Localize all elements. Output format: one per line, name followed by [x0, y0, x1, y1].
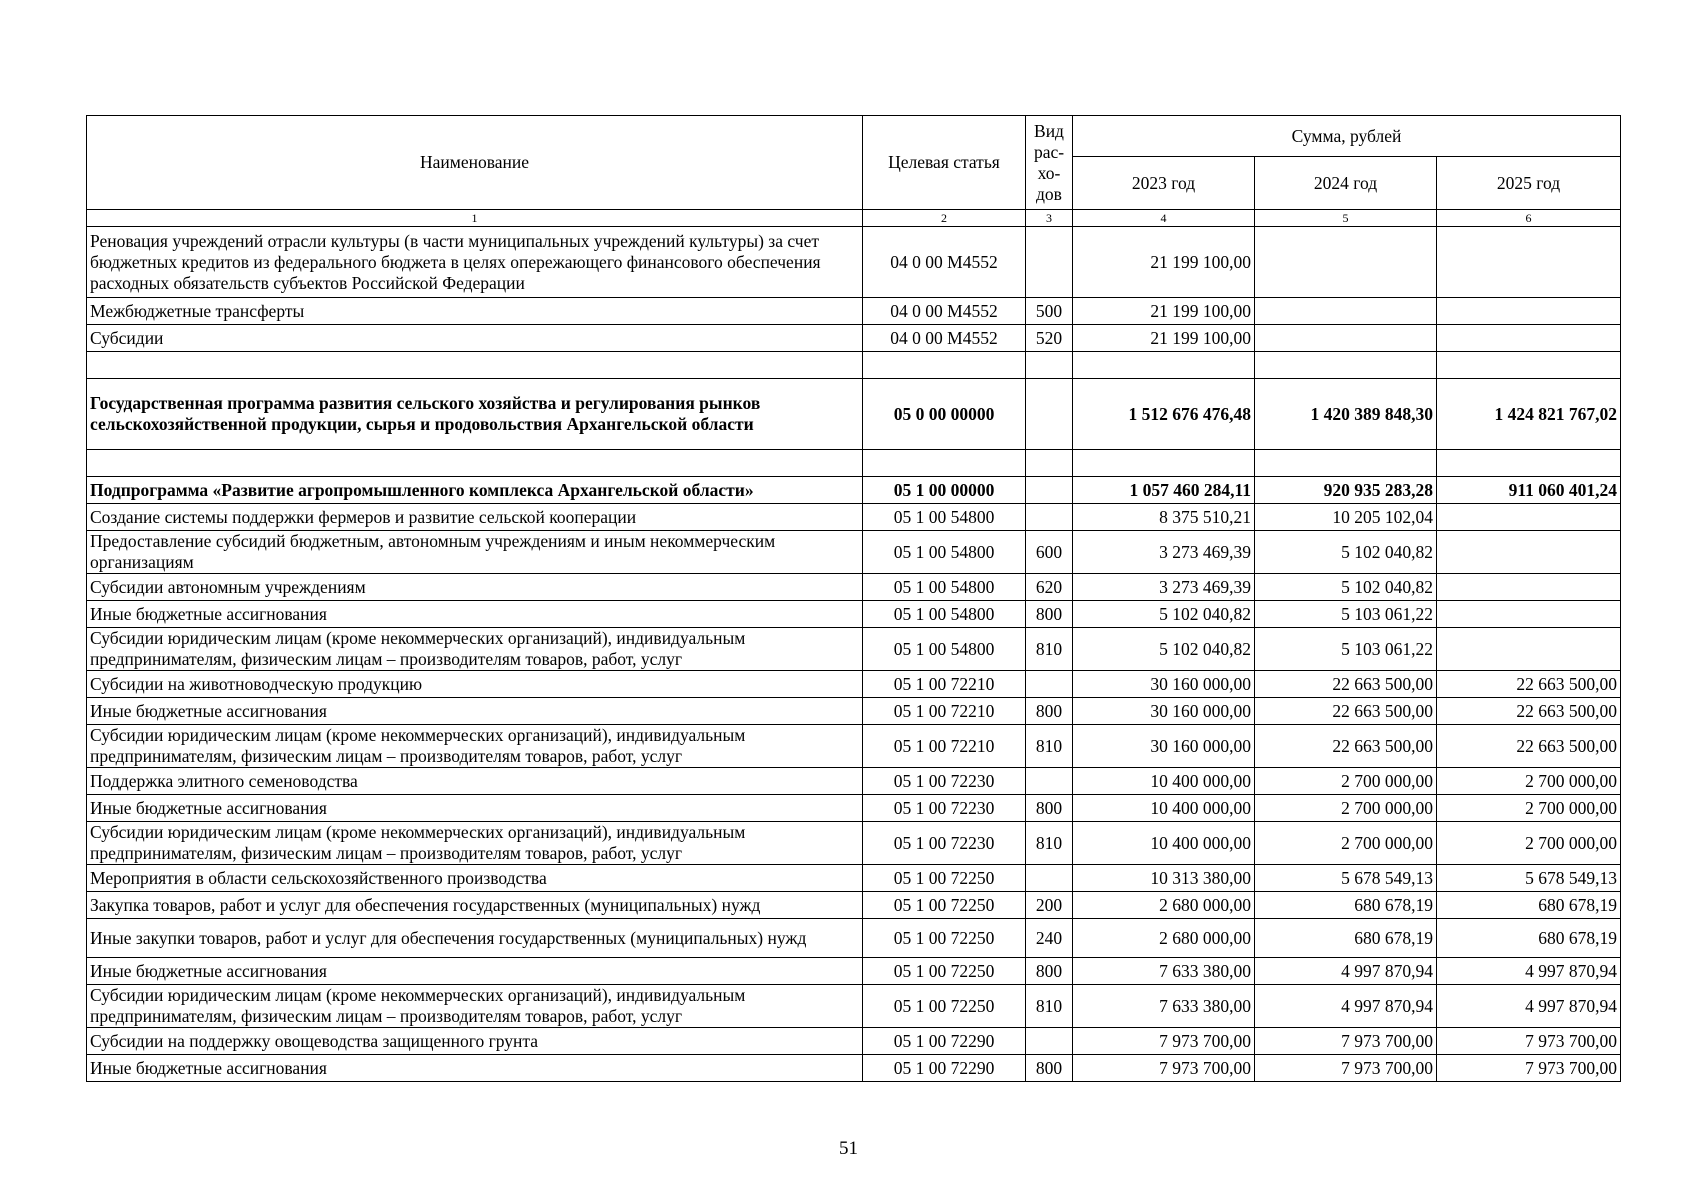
cell-code: 05 1 00 54800: [863, 601, 1026, 628]
cell-y2025: 7 973 700,00: [1437, 1028, 1621, 1055]
cell-vid: [1026, 1028, 1073, 1055]
cell-vid: 810: [1026, 985, 1073, 1028]
cell-name: [87, 450, 863, 477]
cell-y2024: 5 102 040,82: [1255, 574, 1437, 601]
cell-y2025: 2 700 000,00: [1437, 822, 1621, 865]
table-row: [87, 450, 1621, 477]
cell-code: 05 1 00 72250: [863, 892, 1026, 919]
table-row: [87, 795, 1621, 822]
cell-y2024: 5 102 040,82: [1255, 531, 1437, 574]
col-number: 4: [1073, 210, 1255, 227]
cell-name: Межбюджетные трансферты: [87, 298, 863, 325]
cell-y2023: 10 400 000,00: [1073, 795, 1255, 822]
cell-code: 04 0 00 М4552: [863, 325, 1026, 352]
cell-vid: [1026, 352, 1073, 379]
cell-name: Субсидии юридическим лицам (кроме некоммерческих организаций), индивидуальным предпринимателям, физическим лицам – производителям товаров, работ, услуг: [87, 985, 863, 1028]
cell-y2023: 10 400 000,00: [1073, 822, 1255, 865]
cell-y2024: 4 997 870,94: [1255, 958, 1437, 985]
cell-y2025: 911 060 401,24: [1437, 477, 1621, 504]
cell-code: 05 1 00 72230: [863, 768, 1026, 795]
table-row: [87, 865, 1621, 892]
col-number: 5: [1255, 210, 1437, 227]
cell-name: Субсидии юридическим лицам (кроме некоммерческих организаций), индивидуальным предпринимателям, физическим лицам – производителям товаров, работ, услуг: [87, 822, 863, 865]
header-sum: Сумма, рублей: [1073, 116, 1621, 157]
header-row: [87, 116, 1621, 157]
header-year-2024: 2024 год: [1255, 157, 1437, 210]
cell-name: Реновация учреждений отрасли культуры (в части муниципальных учреждений культуры) за счет бюджетных кредитов из федерального бюджета в целях опережающего финансового обеспечения расходных обязательств субъектов Российской Федерации: [87, 227, 863, 298]
cell-y2025: [1437, 628, 1621, 671]
cell-y2024: 10 205 102,04: [1255, 504, 1437, 531]
cell-y2025: 1 424 821 767,02: [1437, 379, 1621, 450]
cell-name: Подпрограмма «Развитие агропромышленного комплекса Архангельской области»: [87, 477, 863, 504]
cell-y2024: [1255, 325, 1437, 352]
cell-y2025: [1437, 352, 1621, 379]
cell-y2023: 5 102 040,82: [1073, 601, 1255, 628]
cell-name: Субсидии юридическим лицам (кроме некоммерческих организаций), индивидуальным предпринимателям, физическим лицам – производителям товаров, работ, услуг: [87, 628, 863, 671]
col-number: 1: [87, 210, 863, 227]
table-row: [87, 531, 1621, 574]
cell-y2025: [1437, 574, 1621, 601]
cell-code: 05 1 00 72250: [863, 865, 1026, 892]
cell-name: Мероприятия в области сельскохозяйственного производства: [87, 865, 863, 892]
cell-y2023: 7 633 380,00: [1073, 958, 1255, 985]
cell-code: 05 1 00 72210: [863, 671, 1026, 698]
cell-y2025: 680 678,19: [1437, 919, 1621, 958]
table-row: [87, 919, 1621, 958]
cell-vid: 240: [1026, 919, 1073, 958]
cell-y2023: 30 160 000,00: [1073, 671, 1255, 698]
cell-name: Создание системы поддержки фермеров и развитие сельской кооперации: [87, 504, 863, 531]
cell-code: 04 0 00 М4552: [863, 227, 1026, 298]
table-row: [87, 574, 1621, 601]
cell-y2024: 4 997 870,94: [1255, 985, 1437, 1028]
cell-y2025: 4 997 870,94: [1437, 985, 1621, 1028]
cell-y2023: 21 199 100,00: [1073, 227, 1255, 298]
table-row: [87, 725, 1621, 768]
cell-name: Закупка товаров, работ и услуг для обеспечения государственных (муниципальных) нужд: [87, 892, 863, 919]
cell-name: Государственная программа развития сельского хозяйства и регулирования рынков сельскохозяйственной продукции, сырья и продовольствия Архангельской области: [87, 379, 863, 450]
cell-y2024: 5 103 061,22: [1255, 628, 1437, 671]
table-row: [87, 768, 1621, 795]
cell-y2023: 7 633 380,00: [1073, 985, 1255, 1028]
cell-code: 05 1 00 72210: [863, 698, 1026, 725]
table-row: [87, 1055, 1621, 1082]
cell-y2024: 2 700 000,00: [1255, 768, 1437, 795]
cell-y2025: [1437, 227, 1621, 298]
header-code: Целевая статья: [863, 116, 1026, 210]
cell-name: Иные закупки товаров, работ и услуг для обеспечения государственных (муниципальных) нужд: [87, 919, 863, 958]
cell-vid: 800: [1026, 698, 1073, 725]
cell-y2025: 5 678 549,13: [1437, 865, 1621, 892]
cell-name: Субсидии юридическим лицам (кроме некоммерческих организаций), индивидуальным предпринимателям, физическим лицам – производителям товаров, работ, услуг: [87, 725, 863, 768]
cell-name: Иные бюджетные ассигнования: [87, 795, 863, 822]
cell-y2025: 2 700 000,00: [1437, 768, 1621, 795]
cell-y2024: 22 663 500,00: [1255, 698, 1437, 725]
column-numbers-row: [87, 210, 1621, 227]
cell-code: 05 1 00 72250: [863, 958, 1026, 985]
table-row: [87, 985, 1621, 1028]
cell-code: 05 1 00 54800: [863, 531, 1026, 574]
table-row: [87, 325, 1621, 352]
cell-vid: 500: [1026, 298, 1073, 325]
table-row: [87, 352, 1621, 379]
cell-y2023: [1073, 450, 1255, 477]
cell-y2023: 2 680 000,00: [1073, 892, 1255, 919]
cell-y2024: 22 663 500,00: [1255, 725, 1437, 768]
table-row: [87, 227, 1621, 298]
table-row: [87, 601, 1621, 628]
cell-y2024: 2 700 000,00: [1255, 822, 1437, 865]
table-row: [87, 504, 1621, 531]
cell-code: 05 1 00 00000: [863, 477, 1026, 504]
cell-y2023: 7 973 700,00: [1073, 1028, 1255, 1055]
cell-y2023: 30 160 000,00: [1073, 698, 1255, 725]
cell-name: [87, 352, 863, 379]
cell-y2023: 7 973 700,00: [1073, 1055, 1255, 1082]
cell-y2024: 680 678,19: [1255, 919, 1437, 958]
cell-y2023: 1 512 676 476,48: [1073, 379, 1255, 450]
cell-code: 05 1 00 72250: [863, 985, 1026, 1028]
cell-name: Иные бюджетные ассигнования: [87, 698, 863, 725]
cell-y2024: 7 973 700,00: [1255, 1028, 1437, 1055]
cell-vid: 800: [1026, 601, 1073, 628]
cell-name: Субсидии: [87, 325, 863, 352]
cell-code: 05 1 00 54800: [863, 504, 1026, 531]
cell-y2023: 1 057 460 284,11: [1073, 477, 1255, 504]
col-number: 6: [1437, 210, 1621, 227]
cell-y2025: [1437, 531, 1621, 574]
cell-code: [863, 352, 1026, 379]
cell-y2024: [1255, 298, 1437, 325]
cell-y2024: 5 103 061,22: [1255, 601, 1437, 628]
cell-y2024: 2 700 000,00: [1255, 795, 1437, 822]
cell-vid: 520: [1026, 325, 1073, 352]
cell-vid: 600: [1026, 531, 1073, 574]
cell-vid: 800: [1026, 958, 1073, 985]
cell-name: Иные бюджетные ассигнования: [87, 601, 863, 628]
cell-vid: 810: [1026, 822, 1073, 865]
cell-y2023: 3 273 469,39: [1073, 531, 1255, 574]
cell-vid: [1026, 477, 1073, 504]
table-row: [87, 1028, 1621, 1055]
cell-y2023: 21 199 100,00: [1073, 298, 1255, 325]
cell-name: Предоставление субсидий бюджетным, автономным учреждениям и иным некоммерческим организациям: [87, 531, 863, 574]
cell-y2024: 680 678,19: [1255, 892, 1437, 919]
cell-code: [863, 450, 1026, 477]
cell-vid: 200: [1026, 892, 1073, 919]
cell-code: 05 1 00 72230: [863, 795, 1026, 822]
cell-name: Иные бюджетные ассигнования: [87, 958, 863, 985]
cell-y2025: 680 678,19: [1437, 892, 1621, 919]
cell-y2025: 22 663 500,00: [1437, 671, 1621, 698]
table-row: [87, 379, 1621, 450]
cell-vid: 810: [1026, 628, 1073, 671]
cell-vid: 810: [1026, 725, 1073, 768]
cell-code: 05 1 00 54800: [863, 628, 1026, 671]
cell-vid: [1026, 450, 1073, 477]
col-number: 3: [1026, 210, 1073, 227]
table-row: [87, 298, 1621, 325]
cell-code: 05 1 00 72290: [863, 1028, 1026, 1055]
header-year-2023: 2023 год: [1073, 157, 1255, 210]
table-row: [87, 671, 1621, 698]
cell-y2024: [1255, 450, 1437, 477]
cell-vid: 800: [1026, 795, 1073, 822]
cell-y2025: 4 997 870,94: [1437, 958, 1621, 985]
cell-y2024: 920 935 283,28: [1255, 477, 1437, 504]
table-row: [87, 822, 1621, 865]
cell-y2025: [1437, 298, 1621, 325]
cell-y2024: [1255, 227, 1437, 298]
cell-y2024: 22 663 500,00: [1255, 671, 1437, 698]
cell-y2025: [1437, 450, 1621, 477]
cell-name: Субсидии на поддержку овощеводства защищенного грунта: [87, 1028, 863, 1055]
cell-y2023: 5 102 040,82: [1073, 628, 1255, 671]
cell-vid: [1026, 865, 1073, 892]
cell-code: 05 1 00 72230: [863, 822, 1026, 865]
budget-table: [86, 115, 1621, 1082]
cell-code: 05 1 00 72290: [863, 1055, 1026, 1082]
cell-y2023: 30 160 000,00: [1073, 725, 1255, 768]
cell-vid: [1026, 671, 1073, 698]
cell-name: Субсидии на животноводческую продукцию: [87, 671, 863, 698]
cell-y2025: 22 663 500,00: [1437, 698, 1621, 725]
header-year-2025: 2025 год: [1437, 157, 1621, 210]
cell-y2024: [1255, 352, 1437, 379]
cell-code: 04 0 00 М4552: [863, 298, 1026, 325]
cell-name: Поддержка элитного семеноводства: [87, 768, 863, 795]
cell-y2023: 21 199 100,00: [1073, 325, 1255, 352]
cell-name: Субсидии автономным учреждениям: [87, 574, 863, 601]
table-row: [87, 477, 1621, 504]
cell-code: 05 1 00 72250: [863, 919, 1026, 958]
cell-vid: [1026, 504, 1073, 531]
cell-vid: [1026, 227, 1073, 298]
cell-code: 05 1 00 72210: [863, 725, 1026, 768]
cell-y2023: 2 680 000,00: [1073, 919, 1255, 958]
cell-y2023: 10 400 000,00: [1073, 768, 1255, 795]
table-row: [87, 628, 1621, 671]
table-row: [87, 892, 1621, 919]
col-number: 2: [863, 210, 1026, 227]
cell-y2024: 1 420 389 848,30: [1255, 379, 1437, 450]
cell-name: Иные бюджетные ассигнования: [87, 1055, 863, 1082]
page-number: 51: [839, 1138, 858, 1159]
cell-vid: 620: [1026, 574, 1073, 601]
header-vid: Вид рас-хо-дов: [1026, 116, 1073, 210]
cell-vid: [1026, 768, 1073, 795]
cell-y2024: 7 973 700,00: [1255, 1055, 1437, 1082]
header-name: Наименование: [87, 116, 863, 210]
cell-y2025: 22 663 500,00: [1437, 725, 1621, 768]
table-row: [87, 958, 1621, 985]
cell-y2023: [1073, 352, 1255, 379]
cell-y2023: 8 375 510,21: [1073, 504, 1255, 531]
cell-y2025: 7 973 700,00: [1437, 1055, 1621, 1082]
table-row: [87, 698, 1621, 725]
cell-y2025: 2 700 000,00: [1437, 795, 1621, 822]
cell-y2024: 5 678 549,13: [1255, 865, 1437, 892]
cell-y2025: [1437, 325, 1621, 352]
cell-code: 05 0 00 00000: [863, 379, 1026, 450]
cell-y2023: 10 313 380,00: [1073, 865, 1255, 892]
cell-y2023: 3 273 469,39: [1073, 574, 1255, 601]
cell-vid: 800: [1026, 1055, 1073, 1082]
cell-vid: [1026, 379, 1073, 450]
cell-y2025: [1437, 504, 1621, 531]
cell-y2025: [1437, 601, 1621, 628]
cell-code: 05 1 00 54800: [863, 574, 1026, 601]
